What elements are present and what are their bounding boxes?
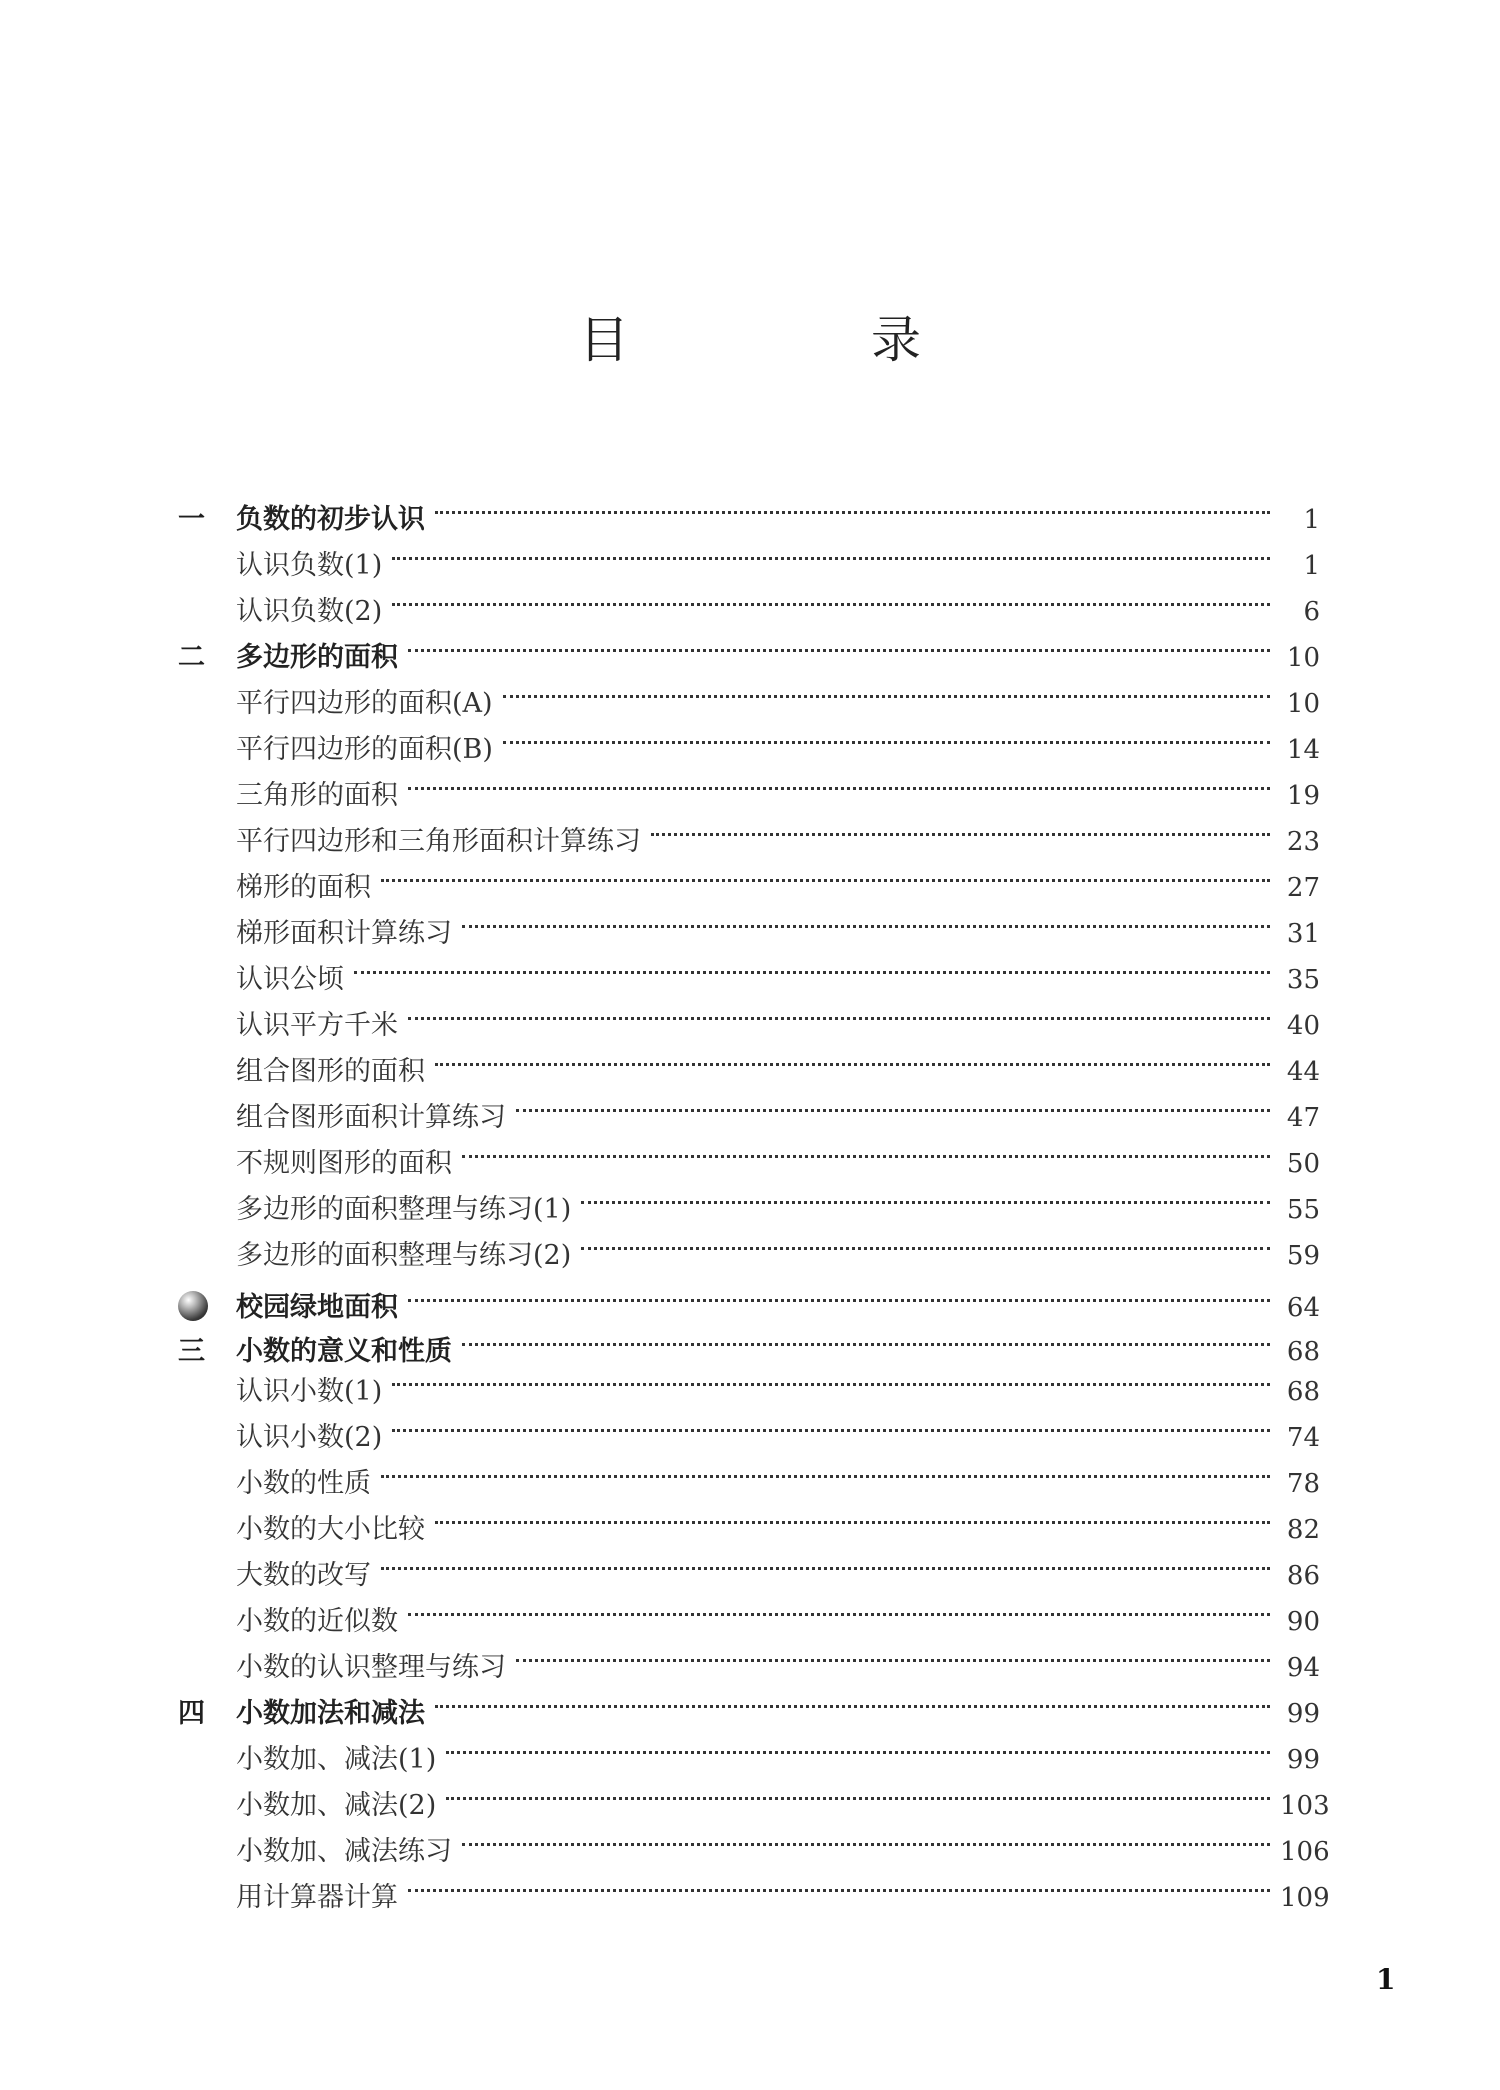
toc-entry-title: 认识小数(2) — [236, 1422, 383, 1453]
toc-page-number: 103 — [1280, 1791, 1330, 1821]
toc-entry-title: 负数的初步认识 — [236, 504, 425, 535]
toc-page-number: 74 — [1286, 1423, 1320, 1453]
dot-leader — [462, 1126, 1270, 1172]
dot-leader — [462, 896, 1270, 942]
toc-entry-title: 小数加、减法练习 — [236, 1836, 452, 1867]
toc-page-number: 55 — [1286, 1195, 1320, 1225]
toc-entry-title: 多边形的面积整理与练习(1) — [236, 1194, 572, 1225]
toc-entry-title: 大数的改写 — [236, 1560, 371, 1591]
toc-entry-title: 不规则图形的面积 — [236, 1148, 452, 1179]
toc-page-number: 10 — [1286, 643, 1320, 673]
toc-entry-title: 认识平方千米 — [236, 1010, 398, 1041]
dot-leader — [435, 1034, 1270, 1080]
toc-page-number: 59 — [1286, 1241, 1320, 1271]
dot-leader — [516, 1630, 1270, 1676]
toc-page-number: 14 — [1286, 735, 1320, 765]
toc-entry-title: 小数的大小比较 — [236, 1514, 425, 1545]
toc-entry-title: 梯形的面积 — [236, 872, 371, 903]
toc-page-number: 64 — [1286, 1293, 1320, 1323]
toc-entry-title: 小数加、减法(2) — [236, 1790, 437, 1821]
toc-entry-title: 小数的近似数 — [236, 1606, 398, 1637]
dot-leader — [516, 1080, 1270, 1126]
chapter-number: 三 — [178, 1336, 205, 1367]
chapter-number: 二 — [178, 642, 205, 673]
dot-leader — [408, 988, 1270, 1034]
toc-page-number: 90 — [1286, 1607, 1320, 1637]
toc-page-number: 1 — [1303, 551, 1320, 581]
toc-entry-title: 组合图形的面积 — [236, 1056, 425, 1087]
toc-chapter-entry[interactable] — [178, 482, 1320, 535]
dot-leader — [651, 804, 1270, 850]
toc-page-number: 47 — [1286, 1103, 1320, 1133]
page-number: 1 — [1376, 1963, 1396, 1996]
toc-page-number: 19 — [1286, 781, 1320, 811]
toc-entry-title: 小数的性质 — [236, 1468, 371, 1499]
toc-page-number: 68 — [1286, 1337, 1320, 1367]
toc-entry-title: 三角形的面积 — [236, 780, 398, 811]
dot-leader — [408, 1584, 1270, 1630]
toc-entry-title: 小数加、减法(1) — [236, 1744, 437, 1775]
toc-page-number: 68 — [1286, 1377, 1320, 1407]
toc-entry-title: 多边形的面积整理与练习(2) — [236, 1240, 572, 1271]
toc-section-entry[interactable] — [178, 988, 1320, 1041]
toc-page-number: 78 — [1286, 1469, 1320, 1499]
toc-entry-title: 小数的意义和性质 — [236, 1336, 452, 1367]
toc-page-number: 40 — [1286, 1011, 1320, 1041]
dot-leader — [581, 1172, 1270, 1218]
toc-page-number: 94 — [1286, 1653, 1320, 1683]
toc-entry-title: 小数加法和减法 — [236, 1698, 425, 1729]
toc-page-number: 10 — [1286, 689, 1320, 719]
toc-entry-title: 校园绿地面积 — [236, 1292, 398, 1323]
toc-page-number: 82 — [1286, 1515, 1320, 1545]
toc-page-number: 27 — [1286, 873, 1320, 903]
dot-leader — [381, 1538, 1270, 1584]
toc-entry-title: 平行四边形的面积(A) — [236, 688, 493, 719]
dot-leader — [503, 666, 1270, 712]
toc-page-number: 99 — [1286, 1745, 1320, 1775]
chapter-number: 四 — [178, 1698, 205, 1729]
toc-entry-title: 认识负数(2) — [236, 596, 383, 627]
toc-entry-title: 多边形的面积 — [236, 642, 398, 673]
toc-page-number: 109 — [1280, 1883, 1330, 1913]
dot-leader — [381, 850, 1270, 896]
toc-page-number: 86 — [1286, 1561, 1320, 1591]
dot-leader — [408, 1270, 1270, 1316]
toc-entry-title: 平行四边形的面积(B) — [236, 734, 493, 765]
dot-leader — [392, 1354, 1270, 1400]
dot-leader — [435, 482, 1270, 528]
dot-leader — [581, 1218, 1270, 1264]
dot-leader — [408, 758, 1270, 804]
dot-leader — [408, 620, 1270, 666]
dot-leader — [503, 712, 1270, 758]
toc-page-number: 99 — [1286, 1699, 1320, 1729]
dot-leader — [446, 1722, 1270, 1768]
dot-leader — [392, 1400, 1270, 1446]
toc-page-number: 31 — [1286, 919, 1320, 949]
toc-page-number: 50 — [1286, 1149, 1320, 1179]
toc-entry-title: 认识公顷 — [236, 964, 344, 995]
chapter-number: 一 — [178, 504, 205, 535]
dot-leader — [392, 528, 1270, 574]
ball-icon — [178, 1286, 236, 1330]
ball-icon — [178, 1291, 208, 1321]
dot-leader — [354, 942, 1270, 988]
toc-entry-title: 小数的认识整理与练习 — [236, 1652, 506, 1683]
dot-leader — [446, 1768, 1270, 1814]
toc-page-number: 106 — [1280, 1837, 1330, 1867]
table-of-contents — [178, 482, 1330, 1913]
toc-page-number: 1 — [1303, 505, 1320, 535]
toc-entry-title: 平行四边形和三角形面积计算练习 — [236, 826, 641, 857]
dot-leader — [381, 1446, 1270, 1492]
dot-leader — [462, 1814, 1270, 1860]
toc-entry-title: 梯形面积计算练习 — [236, 918, 452, 949]
page-title: 目 录 — [579, 311, 1017, 369]
toc-entry-title: 用计算器计算 — [236, 1882, 398, 1913]
toc-page-number: 44 — [1286, 1057, 1320, 1087]
dot-leader — [392, 574, 1270, 620]
toc-entry-title: 认识小数(1) — [236, 1376, 383, 1407]
dot-leader — [435, 1492, 1270, 1538]
dot-leader — [408, 1860, 1270, 1906]
toc-page-number: 6 — [1303, 597, 1320, 627]
toc-entry-title: 认识负数(1) — [236, 550, 383, 581]
toc-entry-title: 组合图形面积计算练习 — [236, 1102, 506, 1133]
toc-page-number: 35 — [1286, 965, 1320, 995]
dot-leader — [435, 1676, 1270, 1722]
toc-page-number: 23 — [1286, 827, 1320, 857]
